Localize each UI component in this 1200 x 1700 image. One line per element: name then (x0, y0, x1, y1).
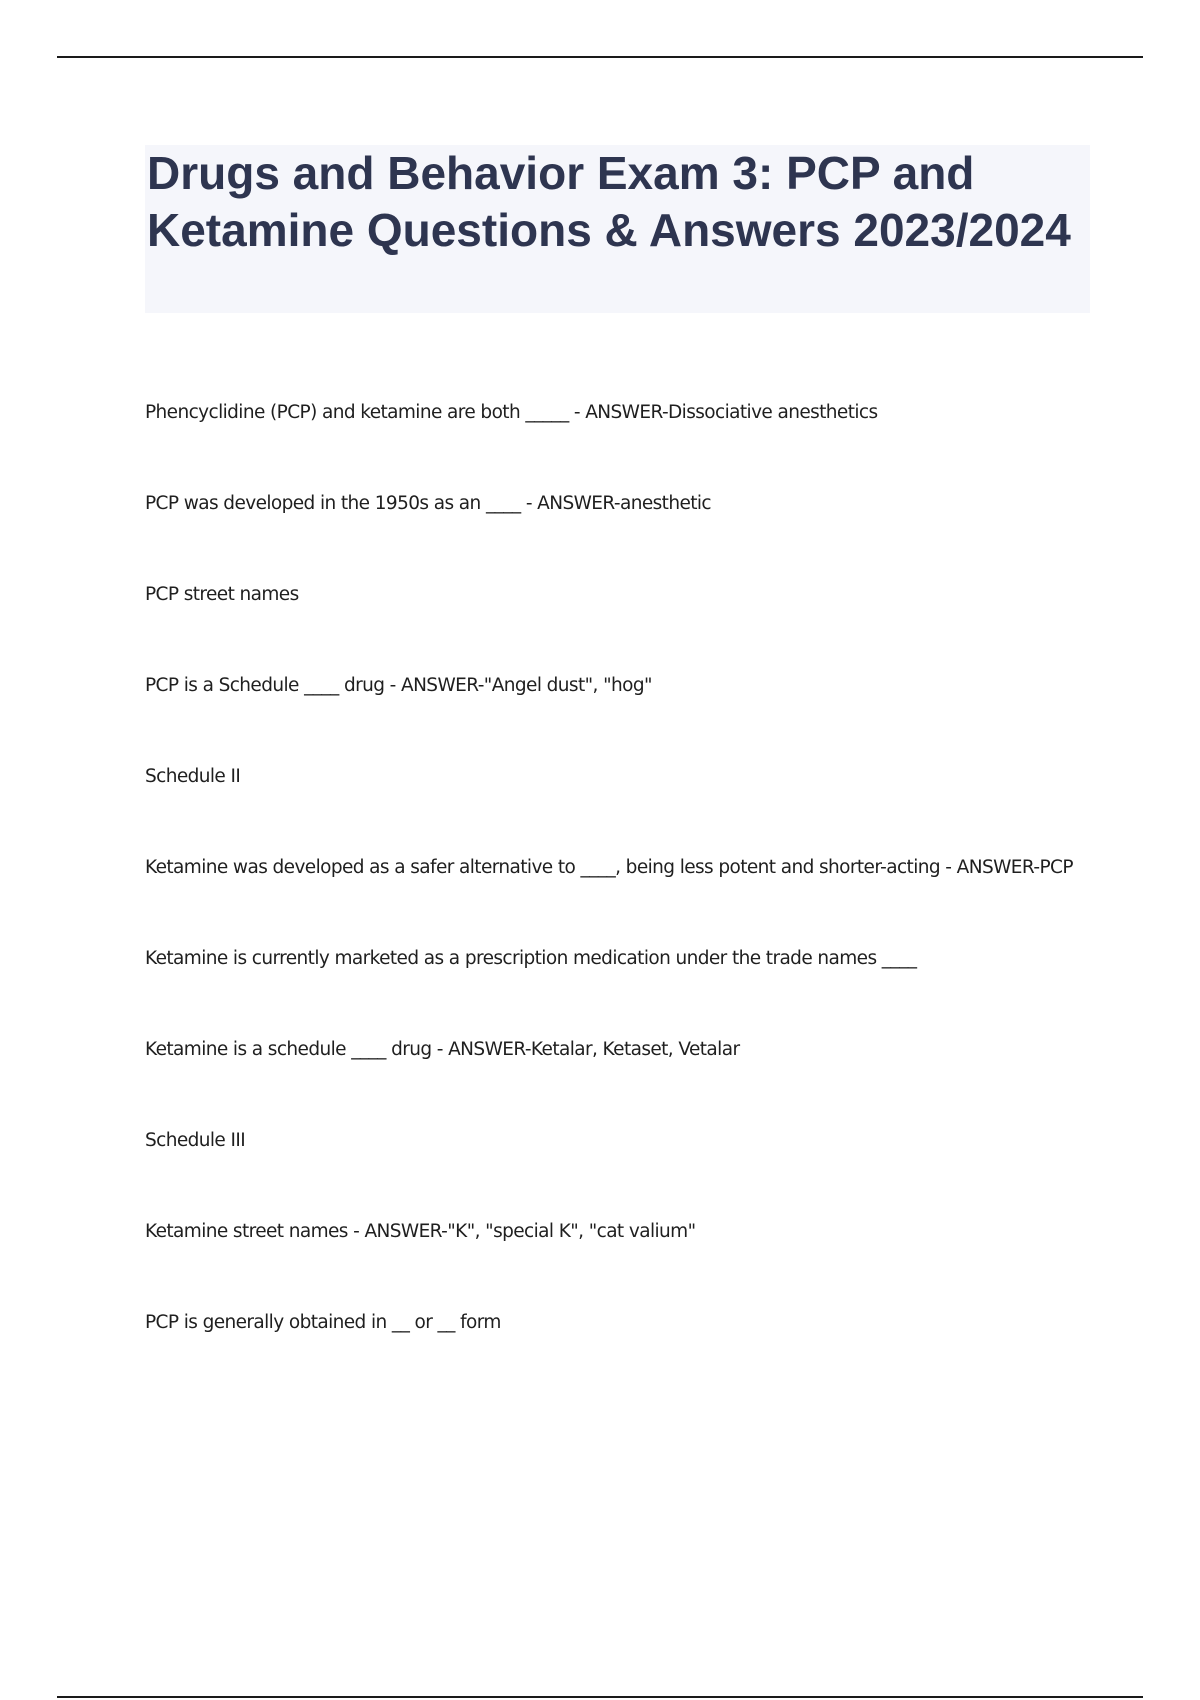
qa-list (145, 398, 1075, 1399)
qa-item: Schedule II (145, 766, 241, 787)
qa-item: Ketamine is a schedule ____ drug - ANSWER-Ketalar, Ketaset, Vetalar (145, 1039, 740, 1060)
qa-item: Ketamine street names - ANSWER-"K", "special K", "cat valium" (145, 1221, 696, 1242)
qa-item: Phencyclidine (PCP) and ketamine are both _____ - ANSWER-Dissociative anesthetics (145, 402, 878, 423)
qa-item: PCP is a Schedule ____ drug - ANSWER-"Angel dust", "hog" (145, 675, 652, 696)
qa-item: PCP street names (145, 584, 299, 605)
qa-item: Ketamine is currently marketed as a prescription medication under the trade names ____ (145, 948, 917, 969)
qa-item: PCP is generally obtained in __ or __ form (145, 1312, 501, 1333)
qa-item: PCP was developed in the 1950s as an ____ - ANSWER-anesthetic (145, 493, 711, 514)
document-title: Drugs and Behavior Exam 3: PCP and Ketamine Questions & Answers 2023/2024 (147, 147, 1071, 256)
top-rule (57, 56, 1143, 58)
title-banner (145, 145, 1090, 313)
qa-item: Schedule III (145, 1130, 246, 1151)
qa-item: Ketamine was developed as a safer alternative to ____, being less potent and shorter-acting - ANSWER-PCP (145, 857, 1073, 878)
bottom-rule (57, 1696, 1143, 1698)
